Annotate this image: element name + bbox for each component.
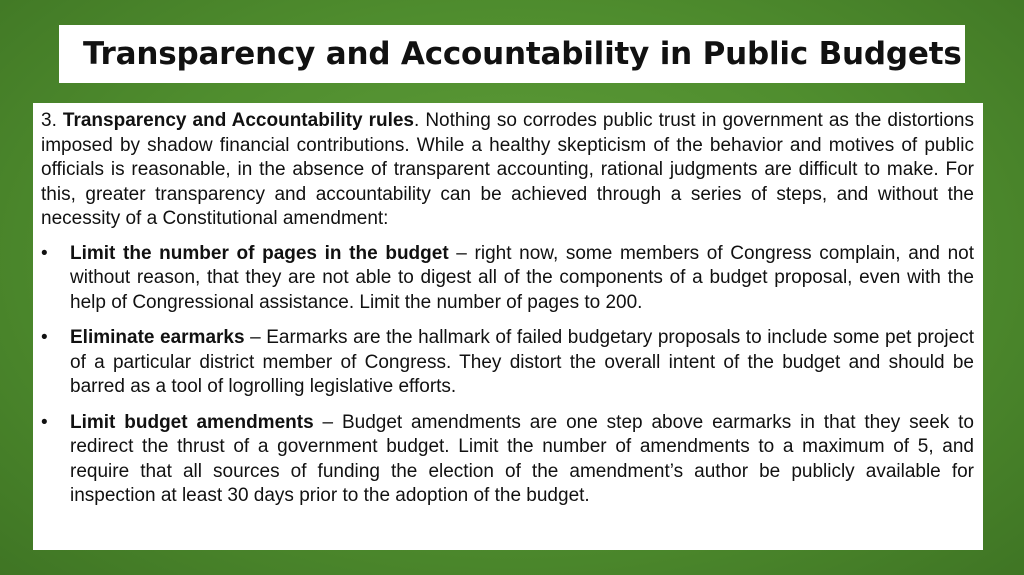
- bullet-item-page-limit: [41, 242, 974, 316]
- bullet-text: – Earmarks are the hallmark of failed budgetary proposals to include some pet project of a particular district member of Congress. They distort the overall intent of the budget and should be barred as a tool of logrolling legislative efforts.: [70, 327, 974, 397]
- bullet-text: – right now, some members of Congress complain, and not without reason, that they are not able to digest all of the components of a budget proposal, even with the help of Congressional assistance. Limit the number of pages to 200.: [70, 242, 974, 313]
- bullet-list: [41, 242, 974, 509]
- bullet-icon: •: [41, 242, 48, 264]
- bullet-lead: Eliminate earmarks: [70, 327, 245, 348]
- intro-paragraph: [41, 109, 974, 232]
- bullet-lead: Limit budget amendments: [70, 411, 314, 433]
- bullet-item-earmarks: [41, 326, 974, 400]
- intro-number: 3.: [41, 110, 57, 131]
- content-panel: [33, 103, 983, 550]
- bullet-text: – Budget amendments are one step above earmarks in that they seek to redirect the thrust of a government budget. Limit the number of amendments to a maximum of 5, and require that all sources of funding the election of the amendment’s author be publicly available for inspection at least 30 days prior to the adoption of the budget.: [70, 411, 975, 506]
- bullet-lead: Limit the number of pages in the budget: [70, 242, 449, 264]
- slide-title: Transparency and Accountability in Public Budgets: [83, 36, 962, 72]
- bullet-icon: •: [41, 327, 48, 348]
- bullet-icon: •: [41, 411, 48, 433]
- intro-text: . Nothing so corrodes public trust in government as the distortions imposed by shadow financial contributions. While a healthy skepticism of the behavior and motives of public officials is reasonable, in the absence of transparent accounting, rational judgments are difficult to make. For this, greater transparency and accountability can be achieved through a series of steps, and without the necessity of a Constitutional amendment:: [41, 110, 974, 229]
- intro-heading: Transparency and Accountability rules: [62, 110, 414, 131]
- bullet-item-amendments: [41, 411, 974, 509]
- title-panel: [59, 25, 965, 83]
